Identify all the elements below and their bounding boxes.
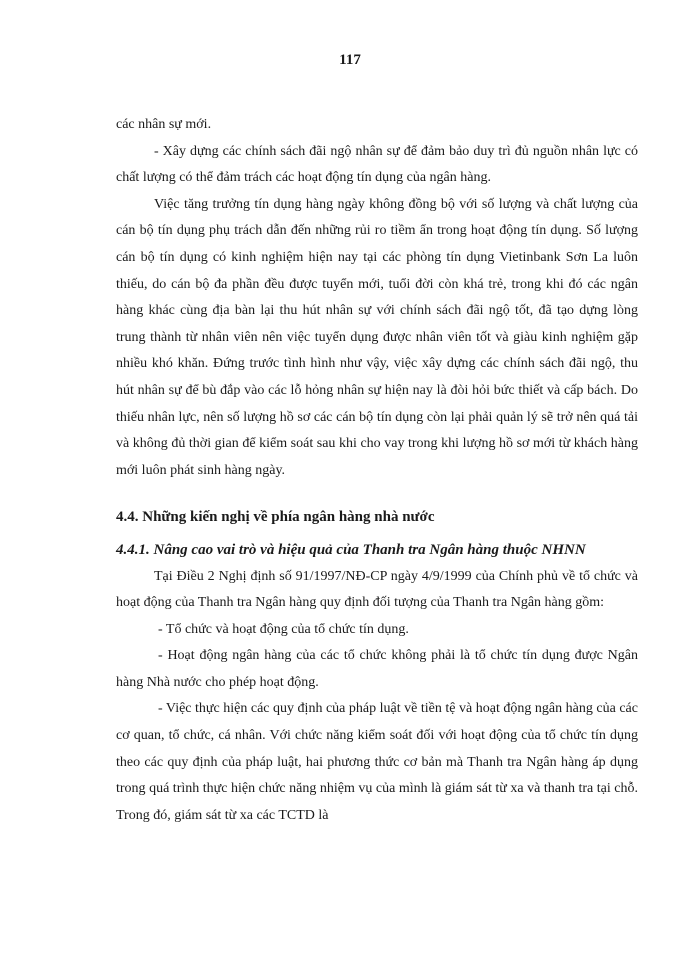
page-number: 117 <box>339 52 361 68</box>
paragraph-bullet-organization: - Tổ chức và hoạt động của tổ chức tín dụng. <box>158 621 409 637</box>
paragraph-bullet-policy: - Xây dựng các chính sách đãi ngộ nhân sự để đảm bảo duy trì đủ nguồn nhân lực có chất lượng có thể đảm trách các hoạt động tín dụng của ngân hàng. <box>116 143 638 186</box>
paragraph-continuation: các nhân sự mới. <box>116 117 212 132</box>
paragraph-credit-growth: Việc tăng trưởng tín dụng hàng ngày không đồng bộ với số lượng và chất lượng của cán bộ tín dụng phụ trách dẫn đến những rủi ro tiềm ẩn trong hoạt động tín dụng. Số lượng cán bộ tín dụng có kinh nghiệm hiện nay tại các phòng tín dụng Vietinbank Sơn La luôn thiếu, do cán bộ đa phần đều được tuyển mới, tuổi đời còn khá trẻ, trong khi đó các ngân hàng khác cùng địa bàn lại thu hút nhân sự với chính sách đãi ngộ tốt, đã tạo dựng lòng trung thành từ nhân viên nên việc tuyển dụng được nhân viên tốt và giàu kinh nghiệm gặp nhiều khó khăn. Đứng trước tình hình như vậy, việc xây dựng các chính sách đãi ngộ, thu hút nhân sự để bù đắp vào các lỗ hỏng nhân sự hiện nay là đòi hỏi bức thiết và cấp bách. Do thiếu nhân lực, nên số lượng hồ sơ các cán bộ tín dụng còn lại phải quản lý sẽ trở nên quá tải và không đủ thời gian để kiểm soát sau khi cho vay trong khi lượng hồ sơ mới từ khách hàng mới luôn phát sinh hàng ngày. <box>116 196 638 478</box>
paragraph-bullet-regulation: - Việc thực hiện các quy định của pháp luật về tiền tệ và hoạt động ngân hàng của các cơ quan, tổ chức, cá nhân. Với chức năng kiểm soát đối với hoạt động của tổ chức tín dụng theo các quy định của pháp luật, hai phương thức cơ bản mà Thanh tra Ngân hàng áp dụng trong quá trình thực hiện chức năng nhiệm vụ của mình là giám sát từ xa và thanh tra tại chỗ. Trong đó, giám sát từ xa các TCTD là <box>116 701 638 823</box>
paragraph-bullet-non-credit: - Hoạt động ngân hàng của các tổ chức không phải là tổ chức tín dụng được Ngân hàng Nhà nước cho phép hoạt động. <box>116 648 638 690</box>
subsection-heading-4-4-1: 4.4.1. Nâng cao vai trò và hiệu quả của Thanh tra Ngân hàng thuộc NHNN <box>116 541 586 558</box>
paragraph-decree: Tại Điều 2 Nghị định số 91/1997/NĐ-CP ngày 4/9/1999 của Chính phủ về tổ chức và hoạt động của Thanh tra Ngân hàng quy định đối tượng của Thanh tra Ngân hàng gồm: <box>116 568 638 611</box>
section-heading-4-4: 4.4. Những kiến nghị về phía ngân hàng nhà nước <box>116 509 435 526</box>
page-body <box>116 112 638 829</box>
